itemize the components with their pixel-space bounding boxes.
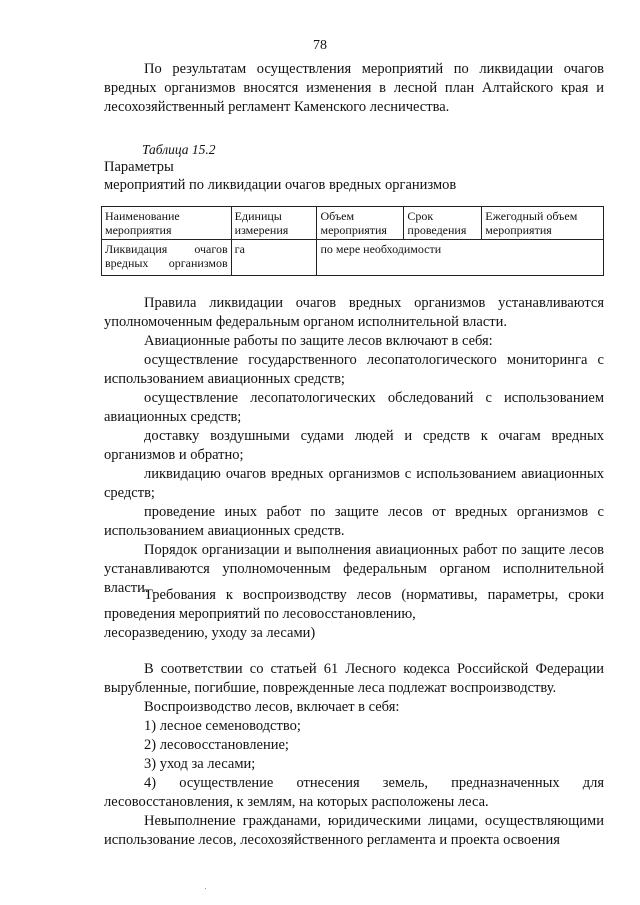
page-number: 78 [313,38,327,53]
section-heading [104,586,604,643]
header-cell-name: Наименование мероприятия [102,207,232,240]
section-heading-line-2: лесоразведению, уходу за лесами) [104,625,316,641]
table-row [102,240,604,276]
header-cell-volume: Объем мероприятия [317,207,404,240]
paragraph: Невыполнение гражданами, юридическими лицами, осуществляющими использование лесов, лесохозяйственного регламента и проекта освоения [104,813,604,848]
row-cell-unit: га [231,240,317,276]
list-item: 2) лесовосстановление; [144,737,289,753]
paragraph: Воспроизводство лесов, включает в себя: [144,699,400,715]
list-item: 1) лесное семеноводство; [144,718,301,734]
paragraph: ликвидацию очагов вредных организмов с использованием авиационных средств; [104,466,604,501]
section-heading-line-1: Требования к воспроизводству лесов (нормативы, параметры, сроки проведения мероприятий по лесовосстановлению, [104,587,604,622]
paragraph: доставку воздушными судами людей и средств к очагам вредных организмов и обратно; [104,428,604,463]
table-caption: Таблица 15.2 [142,142,216,157]
table-header-row [102,207,604,240]
parameters-table [101,206,604,276]
body-section-b [104,660,604,850]
paragraph: Порядок организации и выполнения авиационных работ по защите лесов устанавливаются уполномоченным федеральным органом исполнительной власти. [104,542,604,596]
paragraph: Правила ликвидации очагов вредных организмов устанавливаются уполномоченным федеральным органом исполнительной власти. [104,295,604,330]
paragraph: осуществление государственного лесопатологического мониторинга с использованием авиационных средств; [104,352,604,387]
intro-paragraph: По результатам осуществления мероприятий по ликвидации очагов вредных организмов вносятся изменения в лесной план Алтайского края и лесохозяйственный регламент Каменского лесничества. [104,61,604,115]
paragraph: Авиационные работы по защите лесов включают в себя: [144,333,493,349]
list-item: 4) осуществление отнесения земель, предназначенных для лесовосстановления, к землям, на которых расположены леса. [104,775,604,810]
header-cell-annual-volume: Ежегодный объем мероприятия [482,207,604,240]
paragraph: В соответствии со статьей 61 Лесного кодекса Российской Федерации вырубленные, погибшие, поврежденные леса подлежат воспроизводству. [104,661,604,696]
paragraph: осуществление лесопатологических обследований с использованием авиационных средств; [104,390,604,425]
scan-speck [205,888,206,889]
body-section-a [104,294,604,598]
table-title-line-2: мероприятий по ликвидации очагов вредных организмов [104,177,457,193]
list-item: 3) уход за лесами; [144,756,256,772]
row-cell-volume: по мере необходимости [317,240,604,276]
header-cell-term: Срок проведения [404,207,482,240]
paragraph: проведение иных работ по защите лесов от вредных организмов с использованием авиационных средств. [104,504,604,539]
table-title-line-1: Параметры [104,159,174,175]
header-cell-unit: Единицы измерения [231,207,317,240]
row-cell-name: Ликвидация очагов вредных организмов [102,240,232,276]
